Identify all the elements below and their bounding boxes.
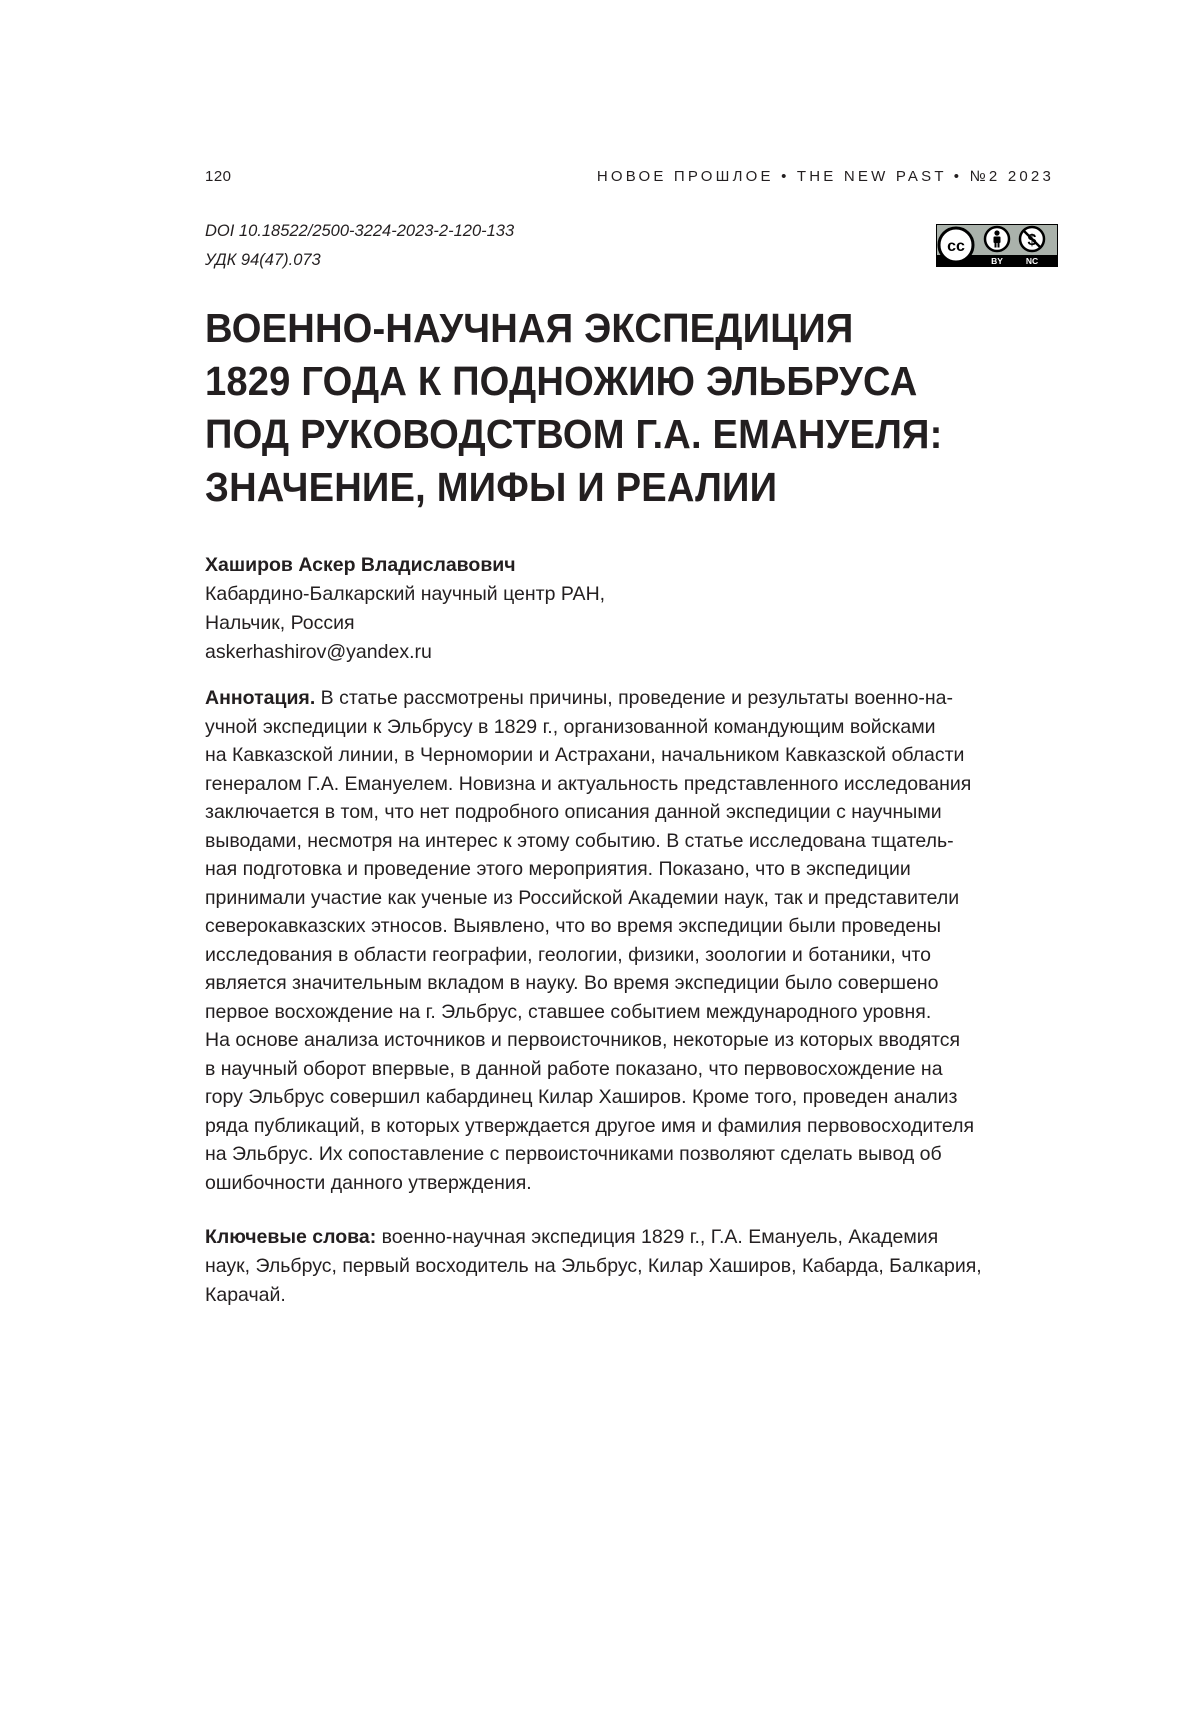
title-line: ВОЕННО-НАУЧНАЯ ЭКСПЕДИЦИЯ	[205, 302, 1005, 355]
abstract-line: На основе анализа источников и первоисточников, некоторые из которых вводятся	[205, 1026, 1065, 1055]
udk: УДК 94(47).073	[205, 251, 321, 270]
article-title	[205, 302, 1005, 514]
abstract-line: на Эльбрус. Их сопоставление с первоисточниками позволяют сделать вывод об	[205, 1140, 1065, 1169]
abstract-line: ная подготовка и проведение этого мероприятия. Показано, что в экспедиции	[205, 855, 1065, 884]
abstract-line: учной экспедиции к Эльбрусу в 1829 г., организованной командующим войсками	[205, 713, 1065, 742]
abstract	[205, 684, 1065, 1197]
abstract-line: генералом Г.А. Емануелем. Новизна и актуальность представленного исследования	[205, 770, 1065, 799]
cc-by-nc-icon	[936, 224, 1058, 267]
abstract-line: выводами, несмотря на интерес к этому событию. В статье исследована тщатель-	[205, 827, 1065, 856]
title-line: 1829 ГОДА К ПОДНОЖИЮ ЭЛЬБРУСА	[205, 355, 1005, 408]
keywords-line: наук, Эльбрус, первый восходитель на Эльбрус, Килар Хаширов, Кабарда, Балкария,	[205, 1252, 1065, 1281]
abstract-text: В статье рассмотрены причины, проведение и результаты военно-на-	[315, 687, 953, 709]
author-name: Хаширов Аскер Владиславович	[205, 551, 605, 580]
cc-circle-icon	[939, 228, 973, 262]
abstract-line: ряда публикаций, в которых утверждается другое имя и фамилия первовосходителя	[205, 1112, 1065, 1141]
abstract-line: северокавказских этносов. Выявлено, что во время экспедиции были проведены	[205, 912, 1065, 941]
abstract-line: является значительным вкладом в науку. Во время экспедиции было совершено	[205, 969, 1065, 998]
abstract-line: гору Эльбрус совершил кабардинец Килар Хаширов. Кроме того, проведен анализ	[205, 1083, 1065, 1112]
abstract-line: исследования в области географии, геологии, физики, зоологии и ботаники, что	[205, 941, 1065, 970]
by-label: BY	[991, 256, 1003, 266]
keywords-line: Карачай.	[205, 1281, 1065, 1310]
keywords	[205, 1223, 1065, 1310]
keywords-label: Ключевые слова:	[205, 1226, 376, 1248]
author-location: Нальчик, Россия	[205, 609, 605, 638]
abstract-line: в научный оборот впервые, в данной работе показано, что первовосхождение на	[205, 1055, 1065, 1084]
title-line: ПОД РУКОВОДСТВОМ Г.А. ЕМАНУЕЛЯ:	[205, 408, 1005, 461]
author-affiliation: Кабардино-Балкарский научный центр РАН,	[205, 580, 605, 609]
keywords-first-line	[205, 1223, 1065, 1252]
doi: DOI 10.18522/2500-3224-2023-2-120-133	[205, 222, 514, 241]
abstract-line: на Кавказской линии, в Черномории и Астрахани, начальником Кавказской области	[205, 741, 1065, 770]
attribution-person-icon	[985, 227, 1009, 251]
abstract-label: Аннотация.	[205, 687, 315, 709]
page-number: 120	[205, 168, 232, 185]
title-line: ЗНАЧЕНИЕ, МИФЫ И РЕАЛИИ	[205, 461, 1005, 514]
abstract-first-line	[205, 684, 1065, 713]
abstract-line: первое восхождение на г. Эльбрус, ставшее событием международного уровня.	[205, 998, 1065, 1027]
cc-text: cc	[947, 238, 965, 255]
nc-label: NC	[1026, 256, 1038, 266]
abstract-line: ошибочности данного утверждения.	[205, 1169, 1065, 1198]
abstract-line: заключается в том, что нет подробного описания данной экспедиции с научными	[205, 798, 1065, 827]
running-header: НОВОЕ ПРОШЛОЕ • THE NEW PAST • №2 2023	[597, 168, 1054, 185]
author-block	[205, 551, 605, 667]
non-commercial-icon	[1020, 227, 1044, 251]
abstract-line: принимали участие как ученые из Российской Академии наук, так и представители	[205, 884, 1065, 913]
keywords-text: военно-научная экспедиция 1829 г., Г.А. Емануель, Академия	[376, 1226, 938, 1248]
author-email[interactable]: askerhashirov@yandex.ru	[205, 638, 605, 667]
